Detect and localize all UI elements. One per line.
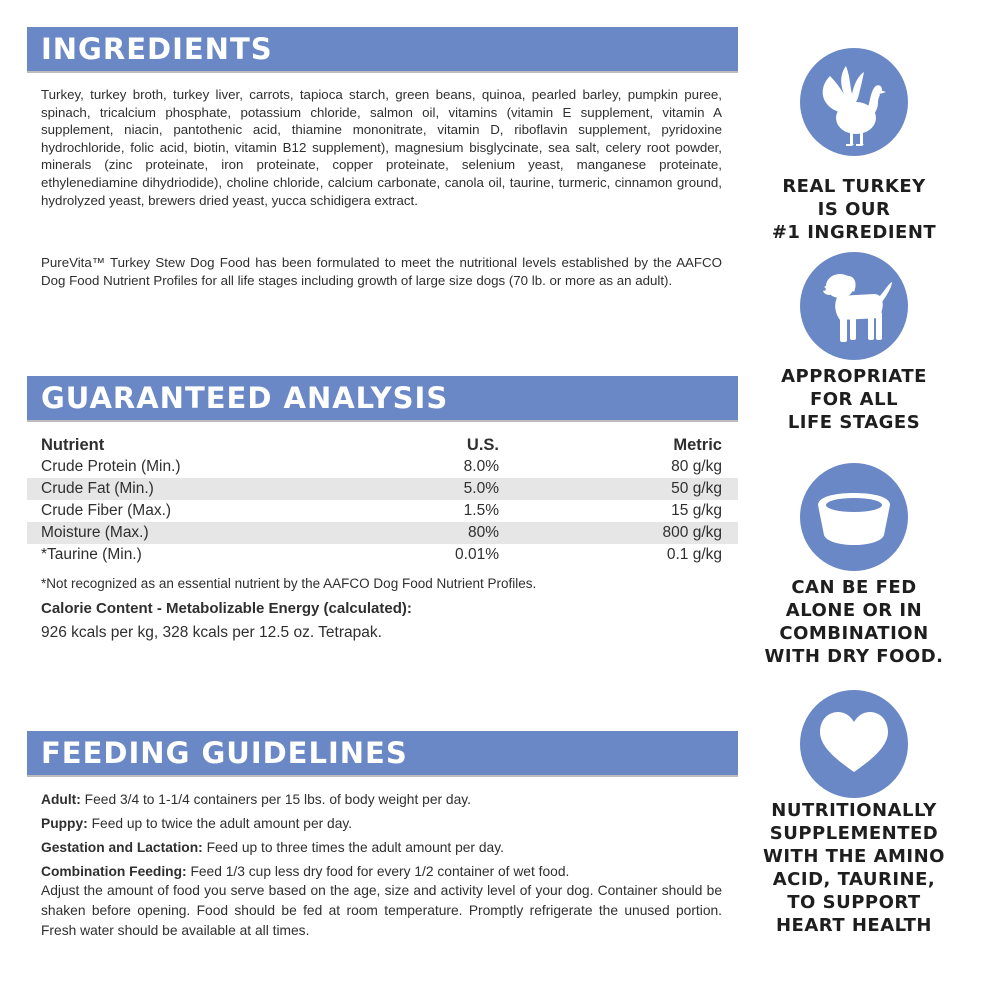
- badge-line: COMBINATION: [779, 623, 929, 644]
- feeding-text: Feed up to three times the adult amount per day.: [202, 840, 504, 855]
- badge-line: NUTRITIONALLY: [771, 800, 937, 821]
- analysis-table: [27, 434, 738, 566]
- us-value: 80%: [467, 524, 499, 541]
- column-header-metric: Metric: [673, 436, 722, 454]
- metric-value: 0.1 g/kg: [666, 546, 722, 563]
- metric-value: 80 g/kg: [671, 458, 722, 475]
- table-row: [27, 522, 738, 544]
- badge-line: WITH THE AMINO: [763, 846, 945, 867]
- us-value: 1.5%: [463, 502, 499, 519]
- turkey-badge: [800, 48, 908, 156]
- feeding-label: Gestation and Lactation:: [41, 840, 203, 855]
- us-value: 0.01%: [455, 546, 499, 563]
- table-row: [27, 544, 738, 566]
- badge-line: ACID, TAURINE,: [772, 869, 936, 890]
- ingredients-list: Turkey, turkey broth, turkey liver, carrots, tapioca starch, green beans, quinoa, pearled barley, pumpkin puree, spinach, tricalcium phosphate, potassium chloride, salmon oil, vitamins (vitamin E supplement, vitamin A supplement, niacin, pantothenic acid, thiamine mononitrate, vitamin D, riboflavin supplement, pyridoxine hydrochloride, folic acid, biotin, vitamin B12 supplement), magnesium bisglycinate, sea salt, celery root powder, minerals (zinc proteinate, iron proteinate, copper proteinate, selenium yeast, manganese proteinate, ethylenediamine dihydriodide), choline chloride, calcium carbonate, canola oil, taurine, turmeric, cinnamon ground, hydrolyzed yeast, brewers dried yeast, yucca schidigera extract.: [41, 87, 722, 208]
- badge-line: REAL TURKEY: [782, 176, 926, 197]
- turkey-icon: [800, 48, 908, 156]
- bowl-icon: [800, 463, 908, 571]
- feeding-line-gestation: [41, 839, 722, 857]
- metric-value: 50 g/kg: [671, 480, 722, 497]
- feeding-line-puppy: [41, 815, 722, 833]
- aafco-statement: PureVita™ Turkey Stew Dog Food has been formulated to meet the nutritional levels established by the AAFCO Dog Food Nutrient Profiles for all life stages including growth of large size dogs (70 lb. or more as an adult).: [41, 255, 722, 288]
- badge-line: FOR ALL: [809, 389, 899, 410]
- badge-line: #1 INGREDIENT: [771, 222, 937, 243]
- table-header-row: [27, 434, 738, 456]
- badge-text-heart-health: [752, 799, 956, 937]
- badge-line: IS OUR: [817, 199, 891, 220]
- feeding-guidelines: [41, 791, 722, 941]
- bowl-badge: [800, 463, 908, 571]
- feeding-line-combination: [41, 863, 722, 881]
- feeding-text: Feed up to twice the adult amount per day.: [87, 816, 353, 831]
- metric-value: 15 g/kg: [671, 502, 722, 519]
- feeding-text: Feed 1/3 cup less dry food for every 1/2 container of wet food.: [186, 864, 570, 879]
- badge-text-life-stages: [752, 365, 956, 434]
- badge-line: WITH DRY FOOD.: [764, 646, 944, 667]
- feeding-label: Combination Feeding:: [41, 864, 187, 879]
- us-value: 5.0%: [463, 480, 499, 497]
- feeding-label: Adult:: [41, 792, 81, 807]
- table-row: [27, 456, 738, 478]
- column-header-us: U.S.: [466, 436, 499, 454]
- heart-icon: [800, 690, 908, 798]
- column-header-nutrient: Nutrient: [41, 436, 105, 454]
- nutrient-name: Crude Fat (Min.): [41, 480, 154, 497]
- feeding-guidelines-heading: FEEDING GUIDELINES: [27, 731, 738, 775]
- puppy-badge: [800, 252, 908, 360]
- nutrient-name: *Taurine (Min.): [41, 546, 142, 563]
- table-row: [27, 478, 738, 500]
- badge-line: TO SUPPORT: [787, 892, 921, 913]
- metric-value: 800 g/kg: [662, 524, 722, 541]
- heart-badge: [800, 690, 908, 798]
- us-value: 8.0%: [463, 458, 499, 475]
- badge-line: SUPPLEMENTED: [769, 823, 939, 844]
- badge-line: CAN BE FED: [791, 577, 917, 598]
- badge-text-combination: [752, 576, 956, 668]
- calorie-content-title: Calorie Content - Metabolizable Energy (calculated):: [41, 600, 412, 617]
- calorie-content-value: 926 kcals per kg, 328 kcals per 12.5 oz. Tetrapak.: [41, 624, 382, 641]
- feeding-label: Puppy:: [41, 816, 88, 831]
- badge-line: ALONE OR IN: [785, 600, 923, 621]
- feeding-line-adult: [41, 791, 722, 809]
- nutrient-name: Moisture (Max.): [41, 524, 149, 541]
- analysis-footnote: *Not recognized as an essential nutrient by the AAFCO Dog Food Nutrient Profiles.: [41, 576, 537, 591]
- nutrient-name: Crude Protein (Min.): [41, 458, 181, 475]
- ingredients-heading: INGREDIENTS: [27, 27, 738, 71]
- badge-line: APPROPRIATE: [781, 366, 927, 387]
- feeding-text: Feed 3/4 to 1-1/4 containers per 15 lbs. of body weight per day.: [80, 792, 471, 807]
- nutrient-name: Crude Fiber (Max.): [41, 502, 172, 519]
- badge-line: LIFE STAGES: [787, 412, 921, 433]
- puppy-icon: [800, 252, 908, 360]
- feeding-instructions: Adjust the amount of food you serve based on the age, size and activity level of your dog. Container should be shaken before opening. Food should be fed at room temperature. Promptly refrigerate the unused portion. Fresh water should be available at all times.: [41, 883, 722, 938]
- guaranteed-analysis-heading: GUARANTEED ANALYSIS: [27, 376, 738, 420]
- table-row: [27, 500, 738, 522]
- badge-text-real-turkey: [752, 175, 956, 244]
- badge-line: HEART HEALTH: [775, 915, 932, 936]
